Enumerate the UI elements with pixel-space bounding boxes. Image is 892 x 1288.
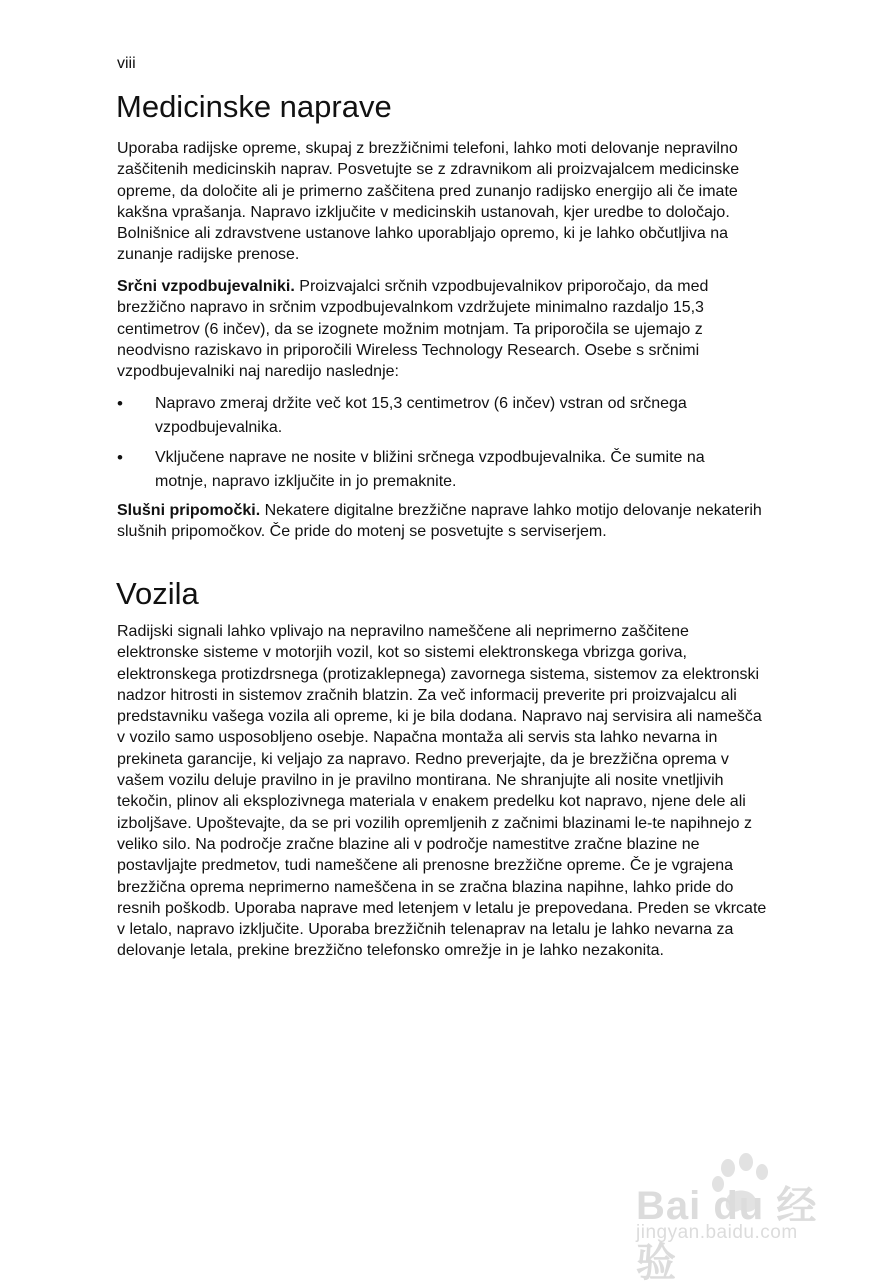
pacemaker-text: Proizvajalci srčnih vzpodbujevalnikov priporočajo, da med brezžično napravo in srčnim vzpodbujevalnkom vzdržujete minimalno razdaljo 15,3 centimetrov (6 inčev), da se izognete možnim motnjam. Ta priporočila se ujemajo z neodvisno raziskavo in priporočili Wireless Technology Research. Osebe s srčnimi vzpodbujevalniki naj naredijo naslednje: (117, 278, 709, 381)
watermark-url: jingyan.baidu.com (636, 1222, 798, 1243)
hearing-aid-text: Nekatere digitalne brezžične naprave lahko motijo delovanje nekaterih slušnih pripomočkov. Če pride do motenj se posvetujte s serviserjem. (117, 502, 762, 541)
section-title-vehicles: Vozila (116, 576, 199, 611)
list-item-text: Napravo zmeraj držite več kot 15,3 centimetrov (6 inčev) vstran od srčnega vzpodbujevalnika. (155, 395, 687, 436)
watermark (636, 1150, 856, 1285)
pacemaker-label: Srčni vzpodbujevalniki. (117, 278, 295, 295)
watermark-brand: Bai du 经验 (636, 1184, 818, 1285)
hearing-aid-label: Slušni pripomočki. (117, 502, 261, 519)
vehicles-paragraph: Radijski signali lahko vplivajo na nepravilno nameščene ali neprimerno zaščitene elektronske sisteme v motorjih vozil, kot so sistemi elektronskega vbrizga goriva, elektronskega protizdrsnega (protizaklepnega) zavornega sistema, sistemov za elektronski nadzor hitrosti in sistemov zračnih blatzin. Za več informacij preverite pri proizvajalcu ali predstavniku vašega vozila ali opreme, ki je bila dodana. Napravo naj servisira ali namešča v vozilo samo usposobljeno osebje. Napačna montaža ali servis sta lahko nevarna in prekineta garancije, ki veljajo za napravo. Redno preverjajte, da je brezžična oprema v vašem vozilu deluje pravilno in je pravilno montirana. Ne shranjujte ali nosite vnetljivih tekočin, plinov ali eksplozivnega materiala v enakem predelku kot napravo, njene dele ali izboljšave. Upoštevajte, da se pri vozilih opremljenih z začnimi blazinami le-te napihnejo z veliko silo. Na področje zračne blazine ali v področje namestitve zračne blazine ne postavljajte predmetov, tudi nameščene ali prenosne brezžične opreme. Če je vgrajena brezžična oprema neprimerno nameščena in se zračna blazina napihne, lahko pride do resnih poškodb. Uporaba naprave med letenjem v letalu je prepovedana. Preden se vkrcate v letalo, napravo izključite. Uporaba brezžičnih telenaprav na letalu je lahko nevarna za delovanje letala, prekine brezžično telefonsko omrežje in je lahko nezakonita. (117, 623, 767, 960)
section-title-medical: Medicinske naprave (116, 89, 392, 124)
list-item-text: Vključene naprave ne nosite v bližini srčnega vzpodbujevalnika. Če sumite na motnje, napravo izključite in jo premaknite. (155, 449, 705, 490)
pacemaker-paragraph (117, 276, 767, 382)
medical-intro-paragraph: Uporaba radijske opreme, skupaj z brezžičnimi telefoni, lahko moti delovanje nepravilno zaščitenih medicinskih naprav. Posvetujte se z zdravnikom ali proizvajalcem medicinske opreme, da določite ali je primerno zaščitena pred zunanjo radijsko energijo ali če imate kakšna vprašanja. Napravo izklјučite v medicinskih ustanovah, kjer uredbe to določajo. Bolnišnice ali zdravstvene ustanove lahko uporabljajo opremo, ki je lahko občutljiva na zunanje radijske prenose. (117, 140, 740, 264)
hearing-aid-paragraph (117, 500, 767, 543)
bullet-icon: • (117, 394, 123, 413)
bullet-icon: • (117, 448, 123, 467)
page-number: viii (117, 55, 136, 72)
